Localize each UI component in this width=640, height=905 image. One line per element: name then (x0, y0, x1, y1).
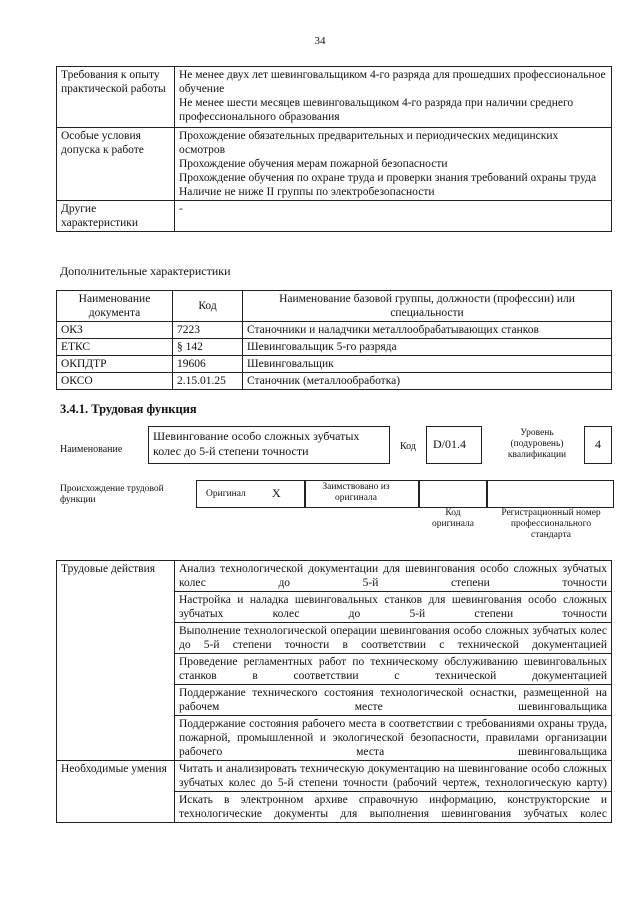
content-line: Прохождение обучения по охране труда и проверки знания требований охраны труда (179, 172, 597, 184)
action-item: Настройка и наладка шевинговальных станков для шевингования особо сложных зубчатых колес до 5-й степени точности (175, 592, 612, 623)
content-line: Прохождение обучения мерам пожарной безопасности (179, 158, 448, 170)
content-line: Наличие не ниже II группы по электробезопасности (179, 186, 435, 198)
table-row (57, 761, 612, 792)
table-header-row (57, 291, 612, 322)
action-item: Поддержание состояния рабочего места в соответствии с требованиями охраны труда, пожарной, промышленной и экологической безопасности, правилами организации рабочего места шевинговальщика (175, 716, 612, 761)
table-row (57, 373, 612, 390)
table-row (57, 339, 612, 356)
action-item: Анализ технологической документации для шевингования особо сложных зубчатых колес до 5-й степени точности (175, 561, 612, 592)
table-row (57, 201, 612, 232)
row-label: Особые условия допуска к работе (57, 128, 175, 201)
additional-table (56, 290, 612, 390)
cell: 7223 (173, 322, 243, 339)
cell: ОКЗ (57, 322, 173, 339)
reg-number-label: Регистрационный номер профессионального стандарта (501, 508, 601, 540)
additional-title: Дополнительные характеристики (60, 264, 231, 278)
original-mark: X (272, 486, 281, 500)
row-content (175, 128, 612, 201)
function-code: D/01.4 (426, 426, 482, 464)
row-content: - (175, 201, 612, 232)
cell: 2.15.01.25 (173, 373, 243, 390)
cell: ОКПДТР (57, 356, 173, 373)
cell: 19606 (173, 356, 243, 373)
reg-number-cell (486, 480, 614, 508)
section-title: 3.4.1. Трудовая функция (60, 402, 197, 416)
level-value: 4 (584, 426, 612, 464)
name-label: Наименование (60, 444, 123, 455)
cell: § 142 (173, 339, 243, 356)
row-label: Другие характеристики (57, 201, 175, 232)
borrowed-label: Заимствовано из оригинала (322, 482, 390, 503)
action-item: Выполнение технологической операции шевингования особо сложных зубчатых колес до 5-й степени точности в соответствии с технической документацией (175, 623, 612, 654)
action-item: Проведение регламентных работ по техническому обслуживанию шевинговальных станков в соответствии с технической документацией (175, 654, 612, 685)
cell: Шевинговальщик (243, 356, 612, 373)
cell: Станочник (металлообработка) (243, 373, 612, 390)
original-label: Оригинал (206, 489, 246, 499)
content-line: Не менее двух лет шевинговальщиком 4-го разряда для прошедших профессиональное обучение (179, 69, 606, 95)
page-number: 34 (314, 35, 326, 47)
code-original-cell (418, 480, 488, 508)
cell: Станочники и наладчики металлообрабатывающих станков (243, 322, 612, 339)
actions-label: Трудовые действия (57, 561, 175, 761)
code-original-label: Код оригинала (432, 508, 474, 529)
row-content (175, 67, 612, 128)
table-row (57, 322, 612, 339)
function-name: Шевингование особо сложных зубчатых колес до 5-й степени точности (148, 426, 390, 464)
content-line: Не менее шести месяцев шевинговальщиком 4-го разряда при наличии среднего профессионального образования (179, 97, 574, 123)
table-row (57, 561, 612, 592)
cell: ОКСО (57, 373, 173, 390)
content-line: Прохождение обязательных предварительных и периодических медицинских осмотров (179, 130, 559, 156)
header-code: Код (173, 291, 243, 322)
labor-functions-table (56, 560, 612, 823)
table-row (57, 356, 612, 373)
skills-label: Необходимые умения (57, 761, 175, 823)
header-doc: Наименование документа (57, 291, 173, 322)
row-label: Требования к опыту практической работы (57, 67, 175, 128)
code-label: Код (400, 441, 416, 452)
origin-label: Происхождение трудовой функции (60, 484, 164, 505)
action-item: Поддержание технического состояния технологической оснастки, размещенной на рабочем месте шевинговальщика (175, 685, 612, 716)
cell: ЕТКС (57, 339, 173, 356)
skill-item: Читать и анализировать техническую документацию на шевингование особо сложных зубчатых колес до 5-й степени точности (рабочий чертеж, технологическую карту) (175, 761, 612, 792)
table-row (57, 67, 612, 128)
level-label: Уровень (подуровень) квалификации (507, 428, 567, 460)
header-name: Наименование базовой группы, должности (профессии) или специальности (243, 291, 612, 322)
skill-item: Искать в электронном архиве справочную информацию, конструкторские и технологические документы для выполнения шевингования зубчатых колес (175, 792, 612, 823)
table-row (57, 128, 612, 201)
cell: Шевинговальщик 5-го разряда (243, 339, 612, 356)
requirements-table (56, 66, 612, 232)
